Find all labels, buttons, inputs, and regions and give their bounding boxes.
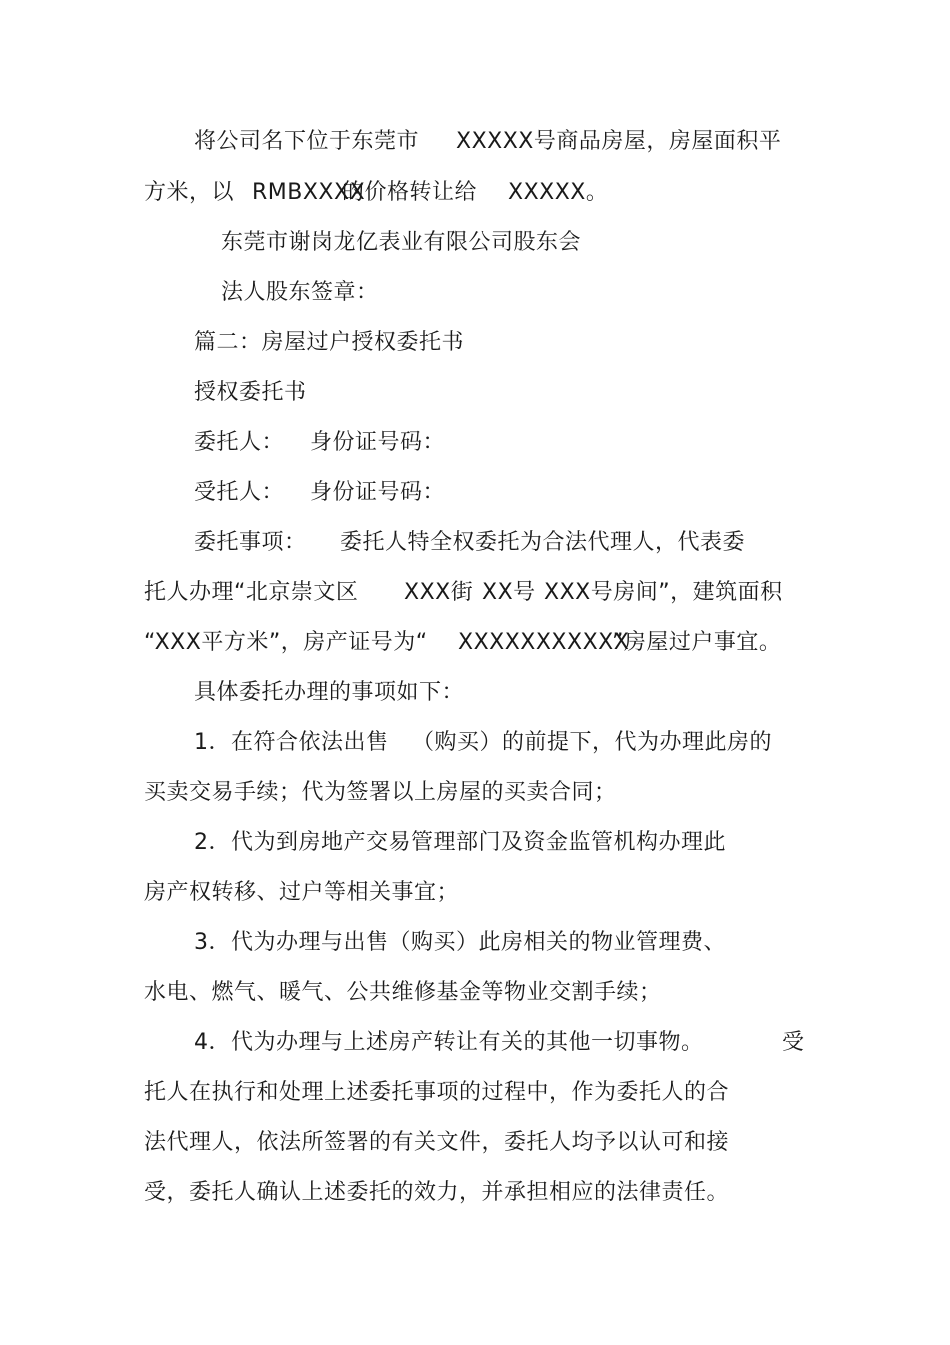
document-page: 将公司名下位于东莞市 XXXXX号商品房屋，房屋面积平 方米，以 RMBXXXX 的价格转让给 XXXXX。 东莞市谢岗龙亿表业有限公司股东会 法人股东签章： 篇二：房屋过户授权委托书 授权委托书 委托人： 身份证号码： 受托人： 身份证号码： 委托事项： 委托人特全权委托为合法代理人，代表委 托人办理“北京崇文区 XXX街 XX号 XXX号房间”，建筑面积 “XXX平方米”，房产证号为“ XXXXXXXXXXX ”房屋过户事宜。 具体委托办理的事项如下： 1．在符合依法出售 （购买）的前提下，代为办理此房的 买卖交易手续；代为签署以上房屋的买卖合同； 2．代为到房地产交易管理部门及资金监管机构办理此 房产权转移、过户等相关事宜； 3．代为办理与出售（购买）此房相关的物业管理费、 水电、燃气、暖气、公共维修基金等物业交割手续； 4．代为办理与上述房产转让有关的其他一切事物。 受 托人在执行和处理上述委托事项的过程中，作为委托人的合 法代理人，依法所签署的有关文件，委托人均予以认可和接 受，委托人确认上述委托的效力，并承担相应的法律责任。 <box>144 129 805 1205</box>
